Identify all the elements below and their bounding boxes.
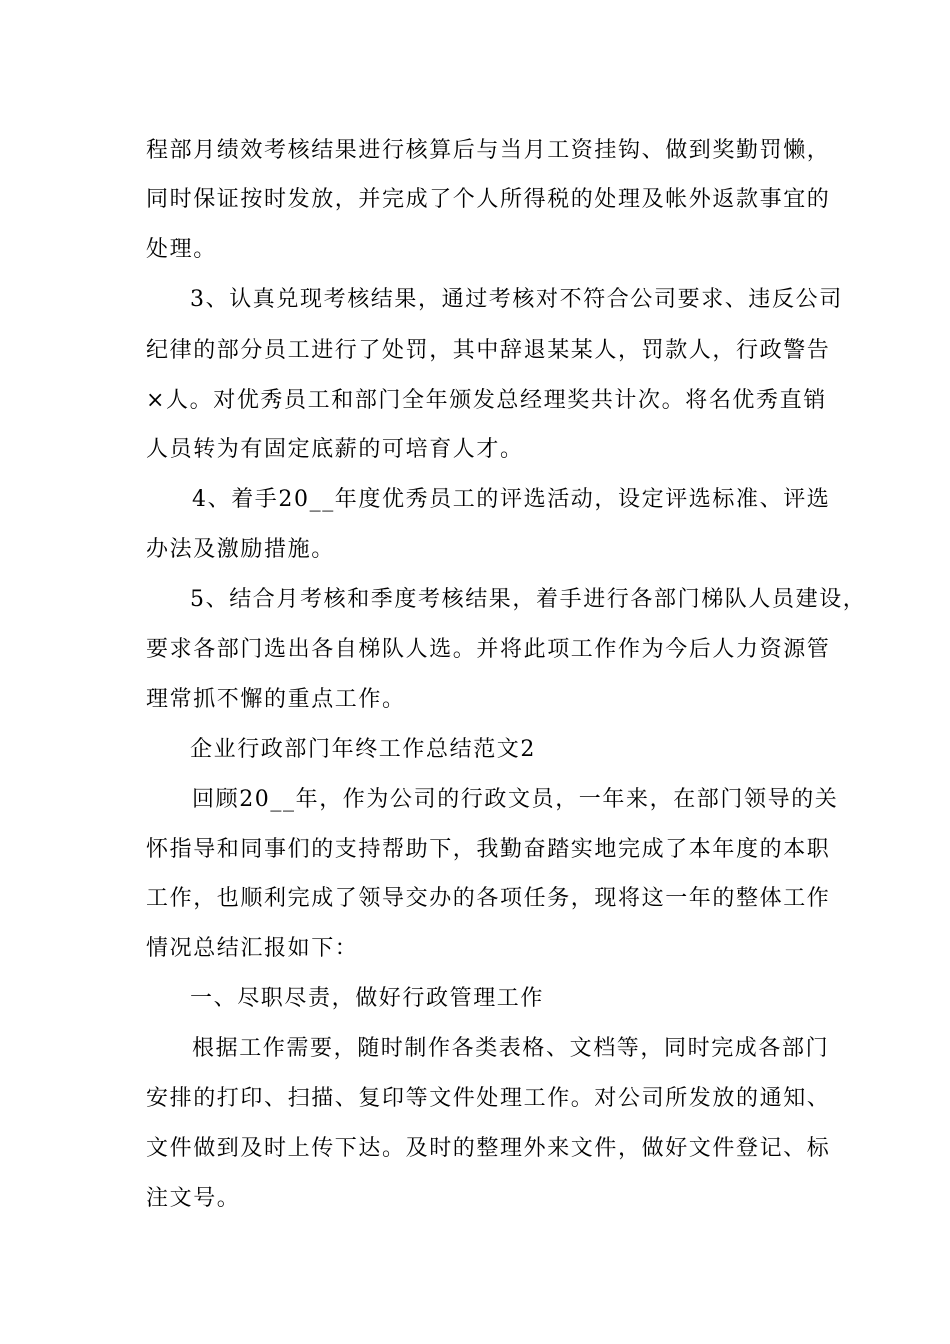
text-line: 3、认真兑现考核结果，通过考核对不符合公司要求、违反公司 [190, 287, 843, 312]
text-line: 4、着手20__年度优秀员工的评选活动，设定评选标准、评选 [192, 487, 831, 512]
text-line: 处理。 [146, 237, 217, 262]
text-line: 工作，也顺利完成了领导交办的各项任务，现将这一年的整体工作 [146, 886, 831, 911]
text-line: 注文号。 [146, 1186, 241, 1211]
text-line: 同时保证按时发放，并完成了个人所得税的处理及帐外返款事宜的 [146, 187, 831, 212]
text-line: 5、结合月考核和季度考核结果，着手进行各部门梯队人员建设， [190, 587, 867, 612]
text-line: 文件做到及时上传下达。及时的整理外来文件，做好文件登记、标 [146, 1136, 831, 1161]
text-line: 办法及激励措施。 [146, 537, 335, 562]
text-line: 程部月绩效考核结果进行核算后与当月工资挂钩、做到奖勤罚懒， [146, 138, 831, 163]
text-line: 要求各部门选出各自梯队人选。并将此项工作作为今后人力资源管 [146, 637, 831, 662]
text-line: 根据工作需要，随时制作各类表格、文档等，同时完成各部门 [192, 1036, 830, 1061]
sub-heading: 一、尽职尽责，做好行政管理工作 [190, 986, 545, 1011]
text-line: 回顾20__年，作为公司的行政文员，一年来，在部门领导的关 [192, 787, 839, 812]
text-line: 理常抓不懈的重点工作。 [146, 687, 406, 712]
text-line: 人员转为有固定底薪的可培育人才。 [146, 437, 524, 462]
text-line: 纪律的部分员工进行了处罚，其中辞退某某人，罚款人，行政警告 [146, 338, 831, 363]
section-heading: 企业行政部门年终工作总结范文2 [190, 737, 536, 762]
text-line: 怀指导和同事们的支持帮助下，我勤奋踏实地完成了本年度的本职 [146, 837, 831, 862]
text-line: 安排的打印、扫描、复印等文件处理工作。对公司所发放的通知、 [146, 1086, 831, 1111]
text-line: 情况总结汇报如下： [146, 936, 359, 961]
text-line: ×人。对优秀员工和部门全年颁发总经理奖共计次。将名优秀直销 [146, 388, 827, 413]
